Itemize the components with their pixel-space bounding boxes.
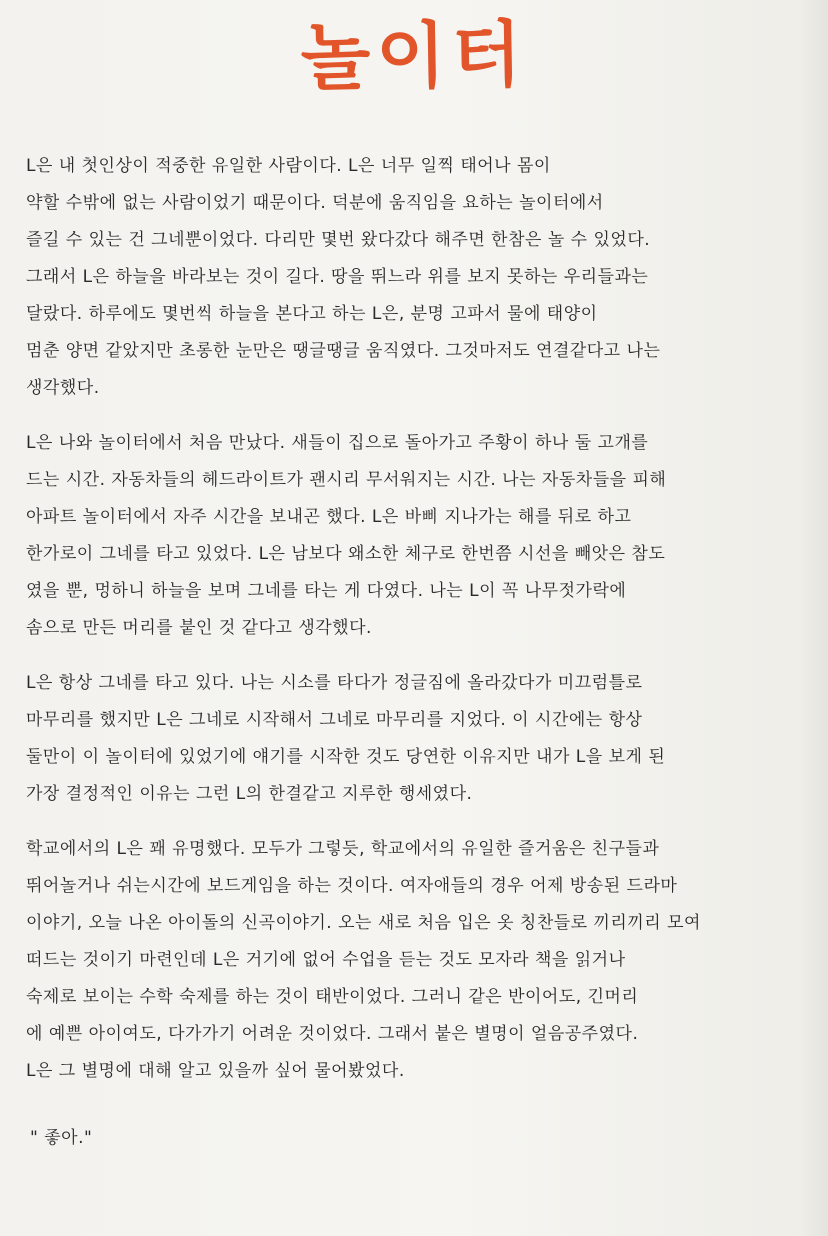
paragraph (26, 425, 798, 647)
text-line: L은 내 첫인상이 적중한 유일한 사람이다. L은 너무 일찍 태어나 몸이 (26, 156, 551, 176)
text-line: 떠드는 것이기 마련인데 L은 거기에 없어 수업을 듣는 것도 모자라 책을 읽거나 (26, 950, 626, 970)
paragraph-gap (26, 407, 798, 425)
paragraph (26, 831, 798, 1090)
handwritten-text (26, 148, 798, 1157)
text-line: 즐길 수 있는 건 그네뿐이었다. 다리만 몇번 왔다갔다 해주면 한참은 놀 수 있었다. (26, 230, 651, 250)
text-line: 그래서 L은 하늘을 바라보는 것이 길다. 땅을 뛰느라 위를 보지 못하는 우리들과는 (26, 267, 649, 287)
paragraph-gap (26, 1090, 798, 1120)
text-line: 드는 시간. 자동차들의 헤드라이트가 괜시리 무서워지는 시간. 나는 자동차들을 피해 (26, 470, 667, 490)
text-line: 마무리를 했지만 L은 그네로 시작해서 그네로 마무리를 지었다. 이 시간에는 항상 (26, 710, 643, 730)
text-line: 학교에서의 L은 꽤 유명했다. 모두가 그렇듯, 학교에서의 유일한 즐거움은 친구들과 (26, 839, 660, 859)
text-line: 뛰어놀거나 쉬는시간에 보드게임을 하는 것이다. 여자애들의 경우 어제 방송된 드라마 (26, 876, 678, 896)
text-line: 솜으로 만든 머리를 붙인 것 같다고 생각했다. (26, 618, 372, 638)
text-line: L은 그 별명에 대해 알고 있을까 싶어 물어봤었다. (26, 1061, 405, 1081)
page-title: 놀이터 (299, 12, 529, 100)
text-line: 약할 수밖에 없는 사람이었기 때문이다. 덕분에 움직임을 요하는 놀이터에서 (26, 193, 604, 213)
text-line: 멈춘 양면 같았지만 초롱한 눈만은 땡글땡글 움직였다. 그것마저도 연결같다고 나는 (26, 341, 661, 361)
paragraph-gap (26, 813, 798, 831)
text-line: 아파트 놀이터에서 자주 시간을 보내곤 했다. L은 바삐 지나가는 해를 뒤로 하고 (26, 507, 632, 527)
text-line: 가장 결정적인 이유는 그런 L의 한결같고 지루한 행세였다. (26, 784, 473, 804)
text-line: L은 나와 놀이터에서 처음 만났다. 새들이 집으로 돌아가고 주황이 하나 둘 고개를 (26, 433, 649, 453)
paragraph (26, 665, 798, 813)
text-line: 이야기, 오늘 나온 아이돌의 신곡이야기. 오는 새로 처음 입은 옷 칭찬들로 끼리끼리 모여 (26, 913, 701, 933)
text-line: 둘만이 이 놀이터에 있었기에 얘기를 시작한 것도 당연한 이유지만 내가 L을 보게 된 (26, 747, 666, 767)
text-line: 였을 뿐, 멍하니 하늘을 보며 그네를 타는 게 다였다. 나는 L이 꼭 나무젓가락에 (26, 581, 627, 601)
paragraph-gap (26, 647, 798, 665)
text-line: 한가로이 그네를 타고 있었다. L은 남보다 왜소한 체구로 한번쯤 시선을 빼앗은 참도 (26, 544, 666, 564)
text-line: 에 예쁜 아이여도, 다가가기 어려운 것이었다. 그래서 붙은 별명이 얼음공주였다. (26, 1024, 639, 1044)
text-line: L은 항상 그네를 타고 있다. 나는 시소를 타다가 정글짐에 올라갔다가 미끄럼틀로 (26, 673, 643, 693)
dialogue-quote: " 좋아." (30, 1128, 93, 1148)
paragraph (26, 148, 798, 407)
text-line: 생각했다. (26, 378, 100, 398)
text-line: 달랐다. 하루에도 몇번씩 하늘을 본다고 하는 L은, 분명 고파서 물에 태양이 (26, 304, 598, 324)
text-line: 숙제로 보이는 수학 숙제를 하는 것이 태반이었다. 그러니 같은 반이어도, 긴머리 (26, 987, 639, 1007)
